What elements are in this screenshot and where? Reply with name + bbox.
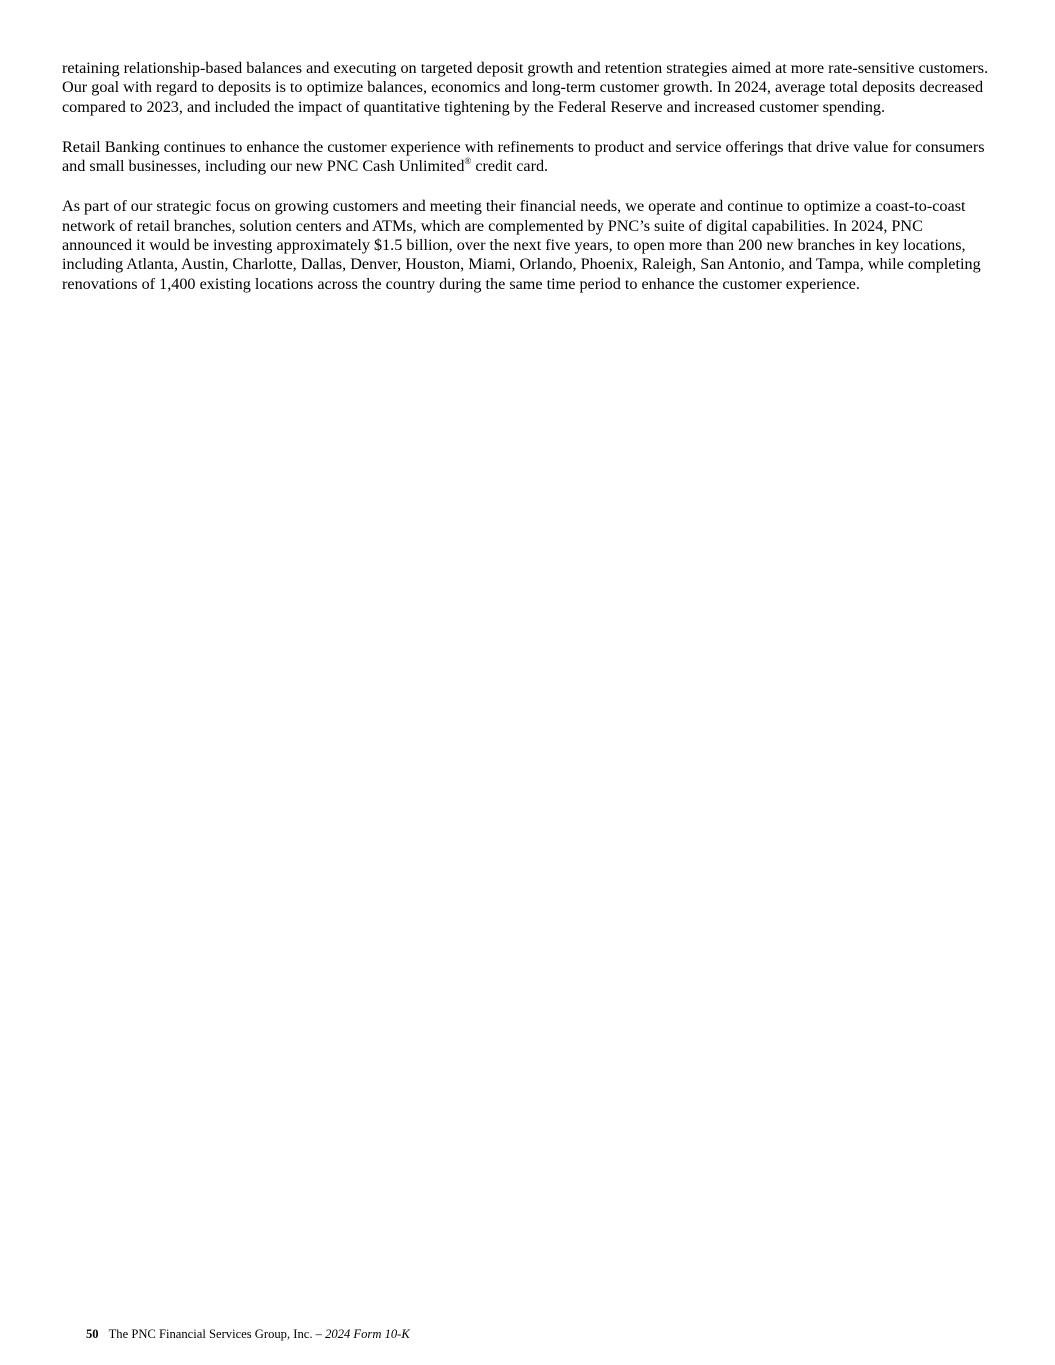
page-footer <box>86 1326 410 1342</box>
paragraph-retail-banking-text: Retail Banking continues to enhance the customer experience with refinements to product and service offerings that drive value for consumers and small businesses, including our new PNC Cash Unlimited <box>62 137 985 176</box>
page-number: 50 <box>86 1327 99 1341</box>
footer-form-label: 2024 Form 10-K <box>325 1327 410 1341</box>
paragraph-branch-network: As part of our strategic focus on growing customers and meeting their financial needs, we operate and continue to optimize a coast-to-coast network of retail branches, solution centers and ATMs, which are complemented by PNC’s suite of digital capabilities. In 2024, PNC announced it would be investing approximately $1.5 billion, over the next five years, to open more than 200 new branches in key locations, including Atlanta, Austin, Charlotte, Dallas, Denver, Houston, Miami, Orlando, Phoenix, Raleigh, San Antonio, and Tampa, while completing renovations of 1,400 existing locations across the country during the same time period to enhance the customer experience. <box>62 197 981 293</box>
paragraph-retail-banking <box>62 138 997 177</box>
document-body <box>62 59 997 315</box>
registered-mark: ® <box>464 156 472 167</box>
paragraph-deposits: retaining relationship-based balances and executing on targeted deposit growth and retention strategies aimed at more rate-sensitive customers. Our goal with regard to deposits is to optimize balances, economics and long-term customer growth. In 2024, average total deposits decreased compared to 2023, and included the impact of quantitative tightening by the Federal Reserve and increased customer spending. <box>62 59 989 116</box>
paragraph-retail-banking-tail: credit card. <box>471 157 549 176</box>
footer-company: The PNC Financial Services Group, Inc. – <box>108 1327 326 1341</box>
